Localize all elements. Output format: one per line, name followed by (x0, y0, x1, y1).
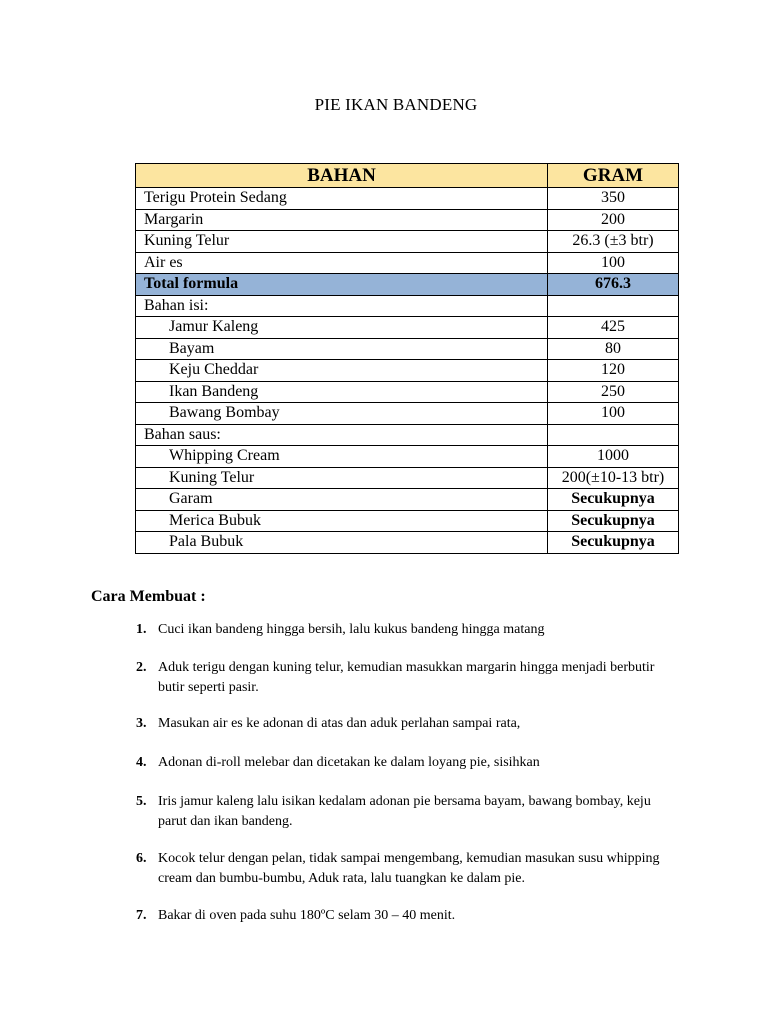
ingredient-name: Ikan Bandeng (136, 381, 548, 403)
step-text: Adonan di-roll melebar dan dicetakan ke dalam loyang pie, sisihkan (158, 755, 540, 770)
table-row (136, 231, 679, 253)
section-row-bahan-isi (136, 295, 679, 317)
ingredient-gram: Secukupnya (548, 532, 679, 554)
ingredient-gram: 100 (548, 252, 679, 274)
ingredient-gram: 1000 (548, 446, 679, 468)
header-gram: GRAM (548, 164, 679, 188)
ingredient-gram: 80 (548, 338, 679, 360)
table-row (136, 188, 679, 210)
ingredient-name: Bayam (136, 338, 548, 360)
table-row (136, 489, 679, 511)
ingredient-gram (548, 424, 679, 446)
ingredient-gram: 425 (548, 317, 679, 339)
total-formula-label: Total formula (136, 274, 548, 296)
step-number: 1. (136, 622, 147, 637)
total-formula-row (136, 274, 679, 296)
step-text: Kocok telur dengan pelan, tidak sampai mengembang, kemudian masukan susu whipping cream dan bumbu-bumbu, Aduk rata, lalu tuangkan ke dalam pie. (158, 851, 660, 886)
ingredient-gram: 250 (548, 381, 679, 403)
step-item (136, 714, 676, 734)
step-number: 5. (136, 794, 147, 809)
table-row (136, 510, 679, 532)
step-number: 6. (136, 851, 147, 866)
step-item (136, 753, 676, 773)
ingredient-gram: 100 (548, 403, 679, 425)
ingredient-name: Merica Bubuk (136, 510, 548, 532)
step-item (136, 849, 676, 889)
step-text: Masukan air es ke adonan di atas dan aduk perlahan sampai rata, (158, 716, 521, 731)
ingredient-name: Air es (136, 252, 548, 274)
section-label: Bahan saus: (136, 424, 548, 446)
step-item (136, 620, 676, 640)
ingredients-table (135, 163, 679, 554)
ingredient-name: Bawang Bombay (136, 403, 548, 425)
header-bahan: BAHAN (136, 164, 548, 188)
ingredient-gram: 200(±10-13 btr) (548, 467, 679, 489)
ingredient-name: Terigu Protein Sedang (136, 188, 548, 210)
ingredient-gram: 26.3 (±3 btr) (548, 231, 679, 253)
ingredient-gram: 120 (548, 360, 679, 382)
table-row (136, 467, 679, 489)
ingredient-name: Whipping Cream (136, 446, 548, 468)
ingredient-name: Jamur Kaleng (136, 317, 548, 339)
table-row (136, 338, 679, 360)
step-item (136, 658, 676, 698)
table-row (136, 446, 679, 468)
step-item (136, 906, 676, 926)
ingredient-gram: Secukupnya (548, 489, 679, 511)
table-row (136, 252, 679, 274)
ingredient-gram: 350 (548, 188, 679, 210)
step-text: Iris jamur kaleng lalu isikan kedalam adonan pie bersama bayam, bawang bombay, keju parut dan ikan bandeng. (158, 794, 651, 829)
ingredient-name: Pala Bubuk (136, 532, 548, 554)
ingredient-name: Keju Cheddar (136, 360, 548, 382)
ingredient-name: Kuning Telur (136, 467, 548, 489)
steps-heading: Cara Membuat : (91, 588, 206, 605)
steps-list (136, 620, 676, 926)
table-row (136, 360, 679, 382)
ingredient-gram: 200 (548, 209, 679, 231)
table-row (136, 209, 679, 231)
table-row (136, 532, 679, 554)
step-number: 3. (136, 716, 147, 731)
ingredient-gram (548, 295, 679, 317)
table-row (136, 317, 679, 339)
section-row-bahan-saus (136, 424, 679, 446)
step-number: 2. (136, 660, 147, 675)
table-row (136, 403, 679, 425)
table-row (136, 381, 679, 403)
step-item (136, 792, 676, 832)
step-text: Bakar di oven pada suhu 180ºC selam 30 – 40 menit. (158, 908, 456, 923)
section-label: Bahan isi: (136, 295, 548, 317)
table-header-row (136, 164, 679, 188)
document-title: PIE IKAN BANDENG (314, 95, 478, 114)
total-formula-value: 676.3 (548, 274, 679, 296)
step-number: 7. (136, 908, 147, 923)
ingredient-gram: Secukupnya (548, 510, 679, 532)
step-number: 4. (136, 755, 147, 770)
ingredient-name: Kuning Telur (136, 231, 548, 253)
step-text: Aduk terigu dengan kuning telur, kemudian masukkan margarin hingga menjadi berbutir butir seperti pasir. (158, 660, 655, 695)
ingredient-name: Margarin (136, 209, 548, 231)
ingredient-name: Garam (136, 489, 548, 511)
step-text: Cuci ikan bandeng hingga bersih, lalu kukus bandeng hingga matang (158, 622, 545, 637)
